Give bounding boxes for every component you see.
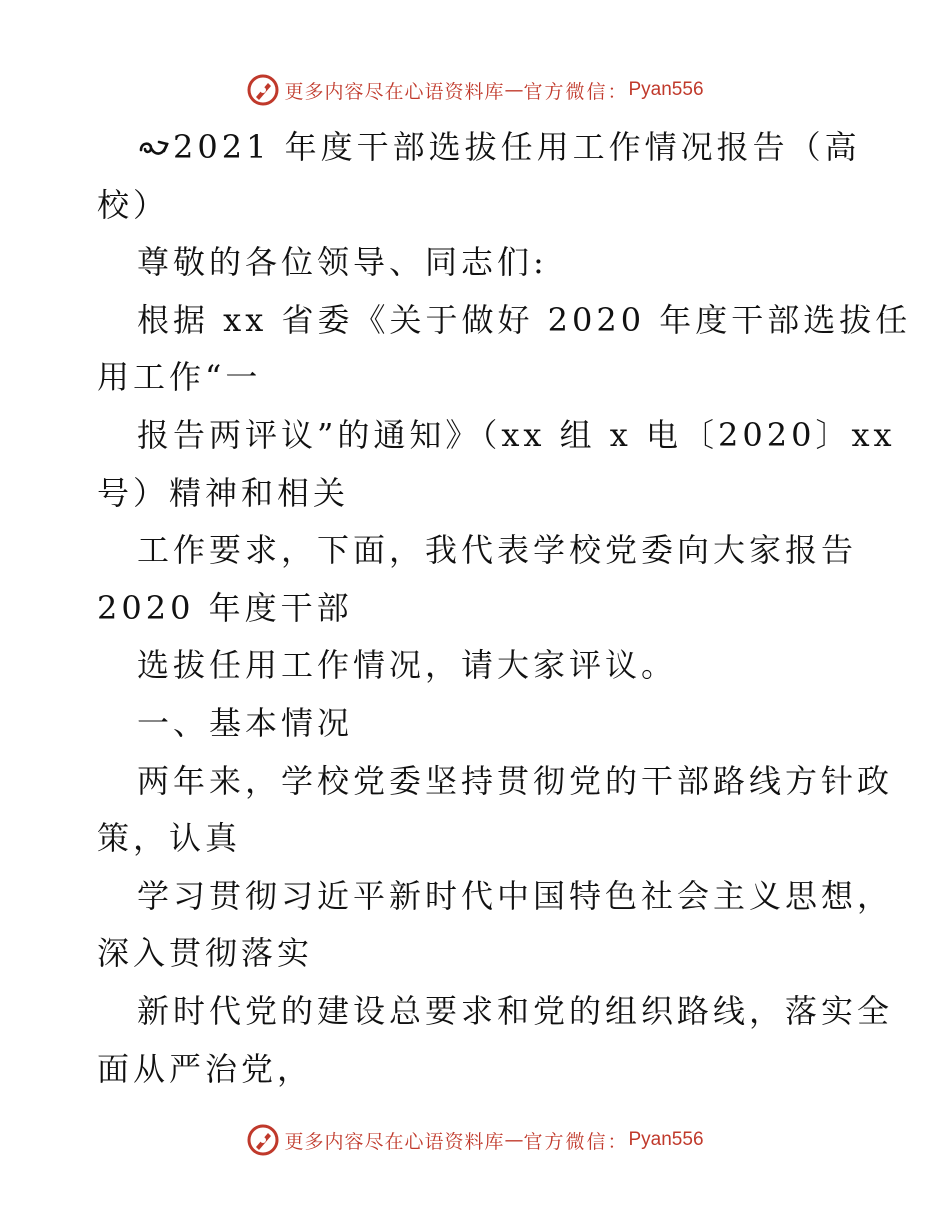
banner-brand-text: 更多内容尽在心语资料库	[284, 80, 505, 103]
paragraph-line: 新时代党的建设总要求和党的组织路线，落实全	[137, 991, 894, 1030]
paragraph-line: 选拔任用工作情况，请大家评议。	[137, 646, 678, 685]
salutation: 尊敬的各位领导、同志们:	[137, 243, 548, 282]
banner-wechat-id: Pyan556	[628, 1129, 704, 1150]
section-heading: 一、基本情况	[137, 703, 354, 742]
footer-banner	[0, 1120, 950, 1160]
document-title-line-1	[97, 119, 861, 177]
banner-separator: —	[504, 1129, 524, 1151]
paragraph-line: 2020 年度干部	[97, 588, 353, 627]
pen-nib-logo-icon	[246, 73, 280, 107]
banner-separator: —	[504, 79, 524, 101]
paragraph-line: 工作要求，下面，我代表学校党委向大家报告	[137, 531, 858, 570]
paragraph-line: 深入贯彻落实	[97, 934, 314, 973]
document-title-line-2: 校）	[97, 185, 170, 224]
paragraph-line: 根据 xx 省委《关于做好 2020 年度干部选拔任	[137, 300, 912, 339]
paragraph-line: 学习贯彻习近平新时代中国特色社会主义思想，	[137, 876, 894, 915]
document-title-text: 2021 年度干部选拔任用工作情况报告（高	[173, 128, 861, 166]
paragraph-line: 面从严治党，	[97, 1049, 314, 1088]
swirl-ornament-icon	[137, 136, 171, 160]
paragraph-line: 报告两评议”的通知》（xx 组 x 电〔2020〕xx	[137, 415, 896, 454]
document-body	[97, 119, 912, 1098]
paragraph-line: 号）精神和相关	[97, 473, 350, 512]
banner-wechat-label: 官方微信：	[523, 80, 629, 103]
paragraph-line: 用工作“一	[97, 358, 262, 397]
banner-brand-text: 更多内容尽在心语资料库	[284, 1130, 505, 1153]
banner-wechat-id: Pyan556	[628, 79, 704, 100]
pen-nib-logo-icon	[246, 1123, 280, 1157]
header-banner	[0, 70, 950, 110]
banner-wechat-label: 官方微信：	[523, 1130, 629, 1153]
paragraph-line: 两年来，学校党委坚持贯彻党的干部路线方针政	[137, 761, 894, 800]
paragraph-line: 策，认真	[97, 819, 242, 858]
